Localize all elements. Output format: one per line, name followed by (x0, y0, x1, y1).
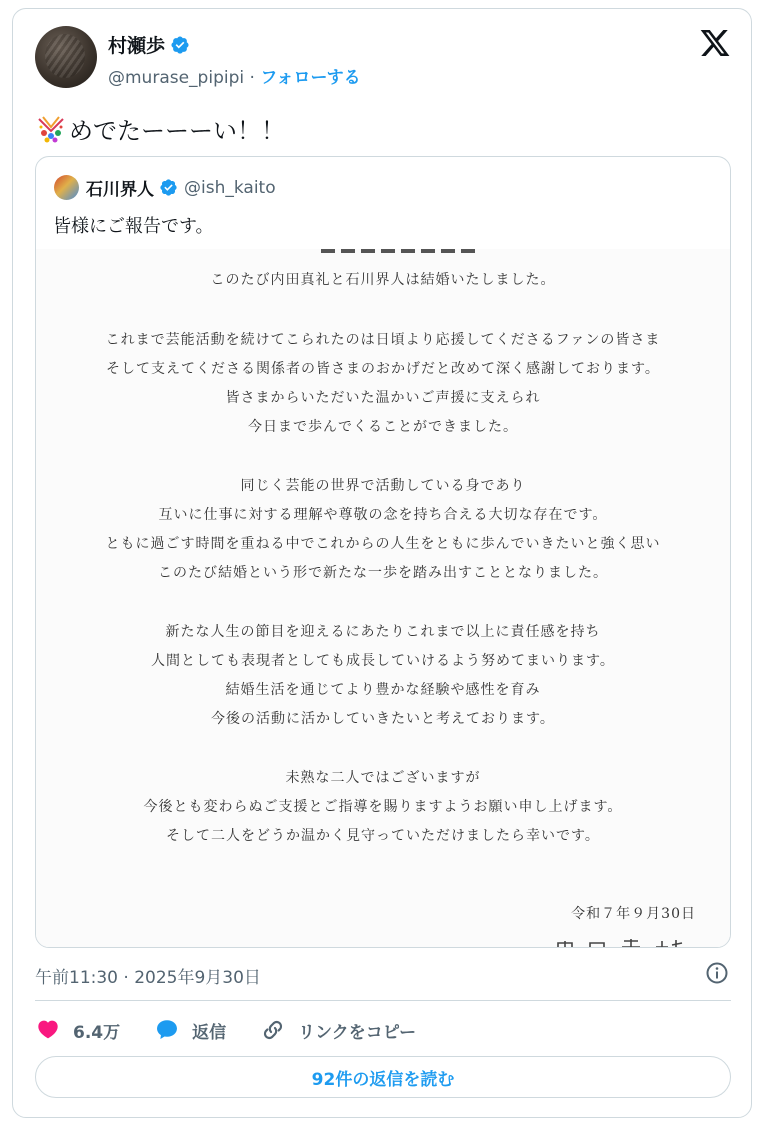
quoted-tweet[interactable] (35, 156, 731, 948)
party-popper-icon (35, 113, 67, 145)
heart-icon (35, 1017, 61, 1043)
handle-separator: · (244, 68, 261, 88)
quoted-verified-badge-icon (159, 178, 178, 197)
reply-button[interactable] (154, 1017, 226, 1043)
author-avatar[interactable] (35, 26, 97, 88)
quoted-tweet-text: 皆様にご報告です。 (53, 216, 214, 237)
document-line: そして二人をどうか温かく見守っていただけましたら幸いです。 (166, 828, 600, 844)
document-line: このたび内田真礼と石川界人は結婚いたしました。 (210, 272, 556, 288)
document-line: 互いに仕事に対する理解や尊敬の念を持ち合える大切な存在です。 (158, 507, 608, 523)
document-line: 結婚生活を通じてより豊かな経験や感性を育み (225, 682, 541, 698)
document-line: 同じく芸能の世界で活動している身であり (240, 478, 526, 494)
document-line: 新たな人生の節目を迎えるにあたりこれまで以上に責任感を持ち (165, 624, 601, 640)
announcement-image[interactable] (36, 249, 730, 948)
reply-label: 返信 (192, 1022, 227, 1043)
author-handle[interactable]: @murase_pipipi (108, 68, 245, 88)
x-logo-icon[interactable] (699, 27, 731, 59)
document-line: このたび結婚という形で新たな一歩を踏み出すこととなりました。 (158, 565, 608, 581)
quoted-author-row (86, 175, 276, 200)
document-line: 今日まで歩んでくることができました。 (248, 419, 518, 435)
divider (35, 1000, 731, 1001)
author-name[interactable]: 村瀬歩 (108, 35, 166, 57)
copy-link-label: リンクをコピー (298, 1022, 417, 1043)
speech-bubble-icon (154, 1017, 180, 1043)
document-line: 今後とも変わらぬご支援とご指導を賜りますようお願い申し上げます。 (143, 799, 623, 815)
tweet-body: めでたーーーい！！ (69, 117, 285, 145)
verified-badge-icon (170, 35, 190, 55)
copy-link-button[interactable] (260, 1017, 416, 1043)
document-line: 人間としても表現者としても成長していけるよう努めてまいります。 (151, 653, 615, 669)
follow-button[interactable]: フォローする (260, 68, 361, 88)
tweet-card (12, 8, 752, 1118)
document-line: これまで芸能活動を続けてこられたのは日頃より応援してくださるファンの皆さま (105, 332, 661, 348)
like-count: 6.4万 (73, 1022, 121, 1043)
read-replies-button[interactable] (35, 1056, 731, 1098)
read-replies-label: 92件の返信を読む (311, 1069, 455, 1090)
document-line: ともに過ごす時間を重ねる中でこれからの人生をともに歩んでいきたいと強く思い (105, 536, 661, 552)
tweet-text (35, 111, 285, 146)
link-icon (260, 1017, 286, 1043)
author-name-row (108, 31, 190, 58)
tweet-timestamp[interactable]: 午前11:30 · 2025年9月30日 (35, 968, 261, 988)
handwritten-signature (550, 937, 700, 948)
quoted-author-avatar[interactable] (54, 175, 79, 200)
author-handle-row (108, 63, 361, 88)
quoted-author-name: 石川界人 (86, 180, 154, 200)
document-line: 今後の活動に活かしていきたいと考えております。 (211, 711, 555, 727)
document-date: 令和７年９月30日 (571, 906, 696, 922)
info-icon[interactable] (705, 961, 729, 985)
like-button[interactable] (35, 1017, 120, 1043)
document-line: 皆さまからいただいた温かいご声援に支えられ (225, 390, 541, 406)
cropped-text-fragment (36, 249, 730, 255)
document-line: 未熟な二人ではございますが (285, 770, 481, 786)
action-bar (35, 1015, 450, 1045)
quoted-author-handle: @ish_kaito (184, 177, 276, 198)
document-line: そして支えてくださる関係者の皆さまのおかげだと改めて深く感謝しております。 (106, 361, 660, 377)
